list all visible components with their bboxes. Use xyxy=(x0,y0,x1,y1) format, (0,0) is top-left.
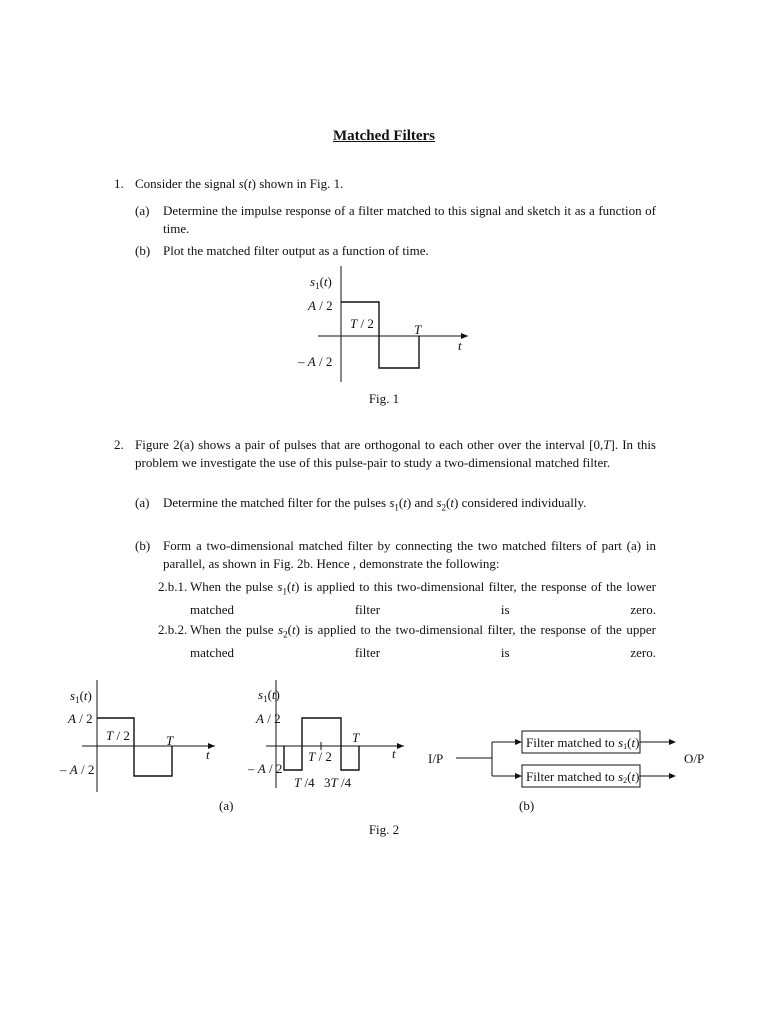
input-label: I/P xyxy=(428,751,444,766)
fig2a-pos-level: A / 2 xyxy=(68,711,93,726)
fig2b-neg-level: – A / 2 xyxy=(248,761,283,776)
fig2b-xvar: t xyxy=(392,746,396,761)
q2-text: Figure 2(a) shows a pair of pulses that are orthogonal to each other over the interval [0,T]. In this problem we investigate the use of this pulse-pair to study a two-dimensional matched filter. xyxy=(135,437,656,470)
q2b2-text: When the pulse $s_2(t)$ is applied to the two-dimensional filter, the response of the upper matched filter is zero. xyxy=(190,622,656,660)
q1b-text: Plot the matched filter output as a function of time. xyxy=(163,243,429,258)
fig2-sub-a: (a) xyxy=(219,798,234,813)
fig2a-s2-plot xyxy=(246,680,416,810)
fig1-ylabel: $s_1(t)$ xyxy=(310,274,332,291)
fig2-sub-b: (b) xyxy=(519,798,535,813)
fig1-neg-level: – A / 2 xyxy=(298,354,333,369)
q2b1-label: 2.b.1. xyxy=(158,579,188,594)
output-label: O/P xyxy=(684,751,705,766)
q2b-text: Form a two-dimensional matched filter by connecting the two matched filters of part (a) in parallel, as shown in Fig. 2b. Hence , demonstrate the following: xyxy=(163,538,656,571)
filter-s1-label: Filter matched to s1(t) xyxy=(526,735,640,751)
q1a-label: (a) xyxy=(135,203,150,218)
fig2a-neg-level: – A / 2 xyxy=(60,762,95,777)
q1-text: Consider the signal s(t) shown in Fig. 1. xyxy=(135,176,344,191)
fig2b-period: T xyxy=(352,730,360,745)
fig2b-pos-level: A / 2 xyxy=(256,711,281,726)
fig2a-s1-plot xyxy=(60,680,230,810)
filter-s2-label: Filter matched to s2(t) xyxy=(526,769,640,785)
fig1-caption: Fig. 1 xyxy=(368,391,400,406)
fig2a-half-period: T / 2 xyxy=(106,728,130,743)
fig2b-three-quarter: 3T /4 xyxy=(324,775,352,790)
q2b1-text: When the pulse $s_1(t)$ is applied to this two-dimensional filter, the response of the lower matched filter is zero. xyxy=(190,579,656,617)
fig1-half-period: T / 2 xyxy=(350,316,374,331)
fig2b-half-period: T / 2 xyxy=(308,749,332,764)
fig2b-ylabel: $s_1(t)$ xyxy=(258,687,280,704)
fig2a-period: T xyxy=(166,733,174,748)
q2b-label: (b) xyxy=(135,538,151,553)
page-title: Matched Filters xyxy=(332,128,436,144)
fig1-period: T xyxy=(414,322,422,337)
q1a-text: Determine the impulse response of a filter matched to this signal and sketch it as a function of time. xyxy=(163,203,656,236)
fig2a-xvar: t xyxy=(206,747,210,762)
q2a-text: Determine the matched filter for the pulses $s_1(t)$ and $s_2(t)$ considered individually. xyxy=(163,495,587,513)
fig2b-quarter: T /4 xyxy=(294,775,315,790)
fig1-xvar: t xyxy=(458,338,462,353)
q2-number: 2. xyxy=(114,437,124,452)
fig2-caption: Fig. 2 xyxy=(368,822,400,837)
fig1-plot xyxy=(290,262,490,402)
fig1-pos-level: A / 2 xyxy=(308,298,333,313)
q1-number: 1. xyxy=(114,176,124,191)
fig2b-block-diagram xyxy=(424,726,724,806)
fig2a-ylabel: $s_1(t)$ xyxy=(70,688,92,705)
q1b-label: (b) xyxy=(135,243,151,258)
q2a-label: (a) xyxy=(135,495,150,510)
q2b2-label: 2.b.2. xyxy=(158,622,188,637)
